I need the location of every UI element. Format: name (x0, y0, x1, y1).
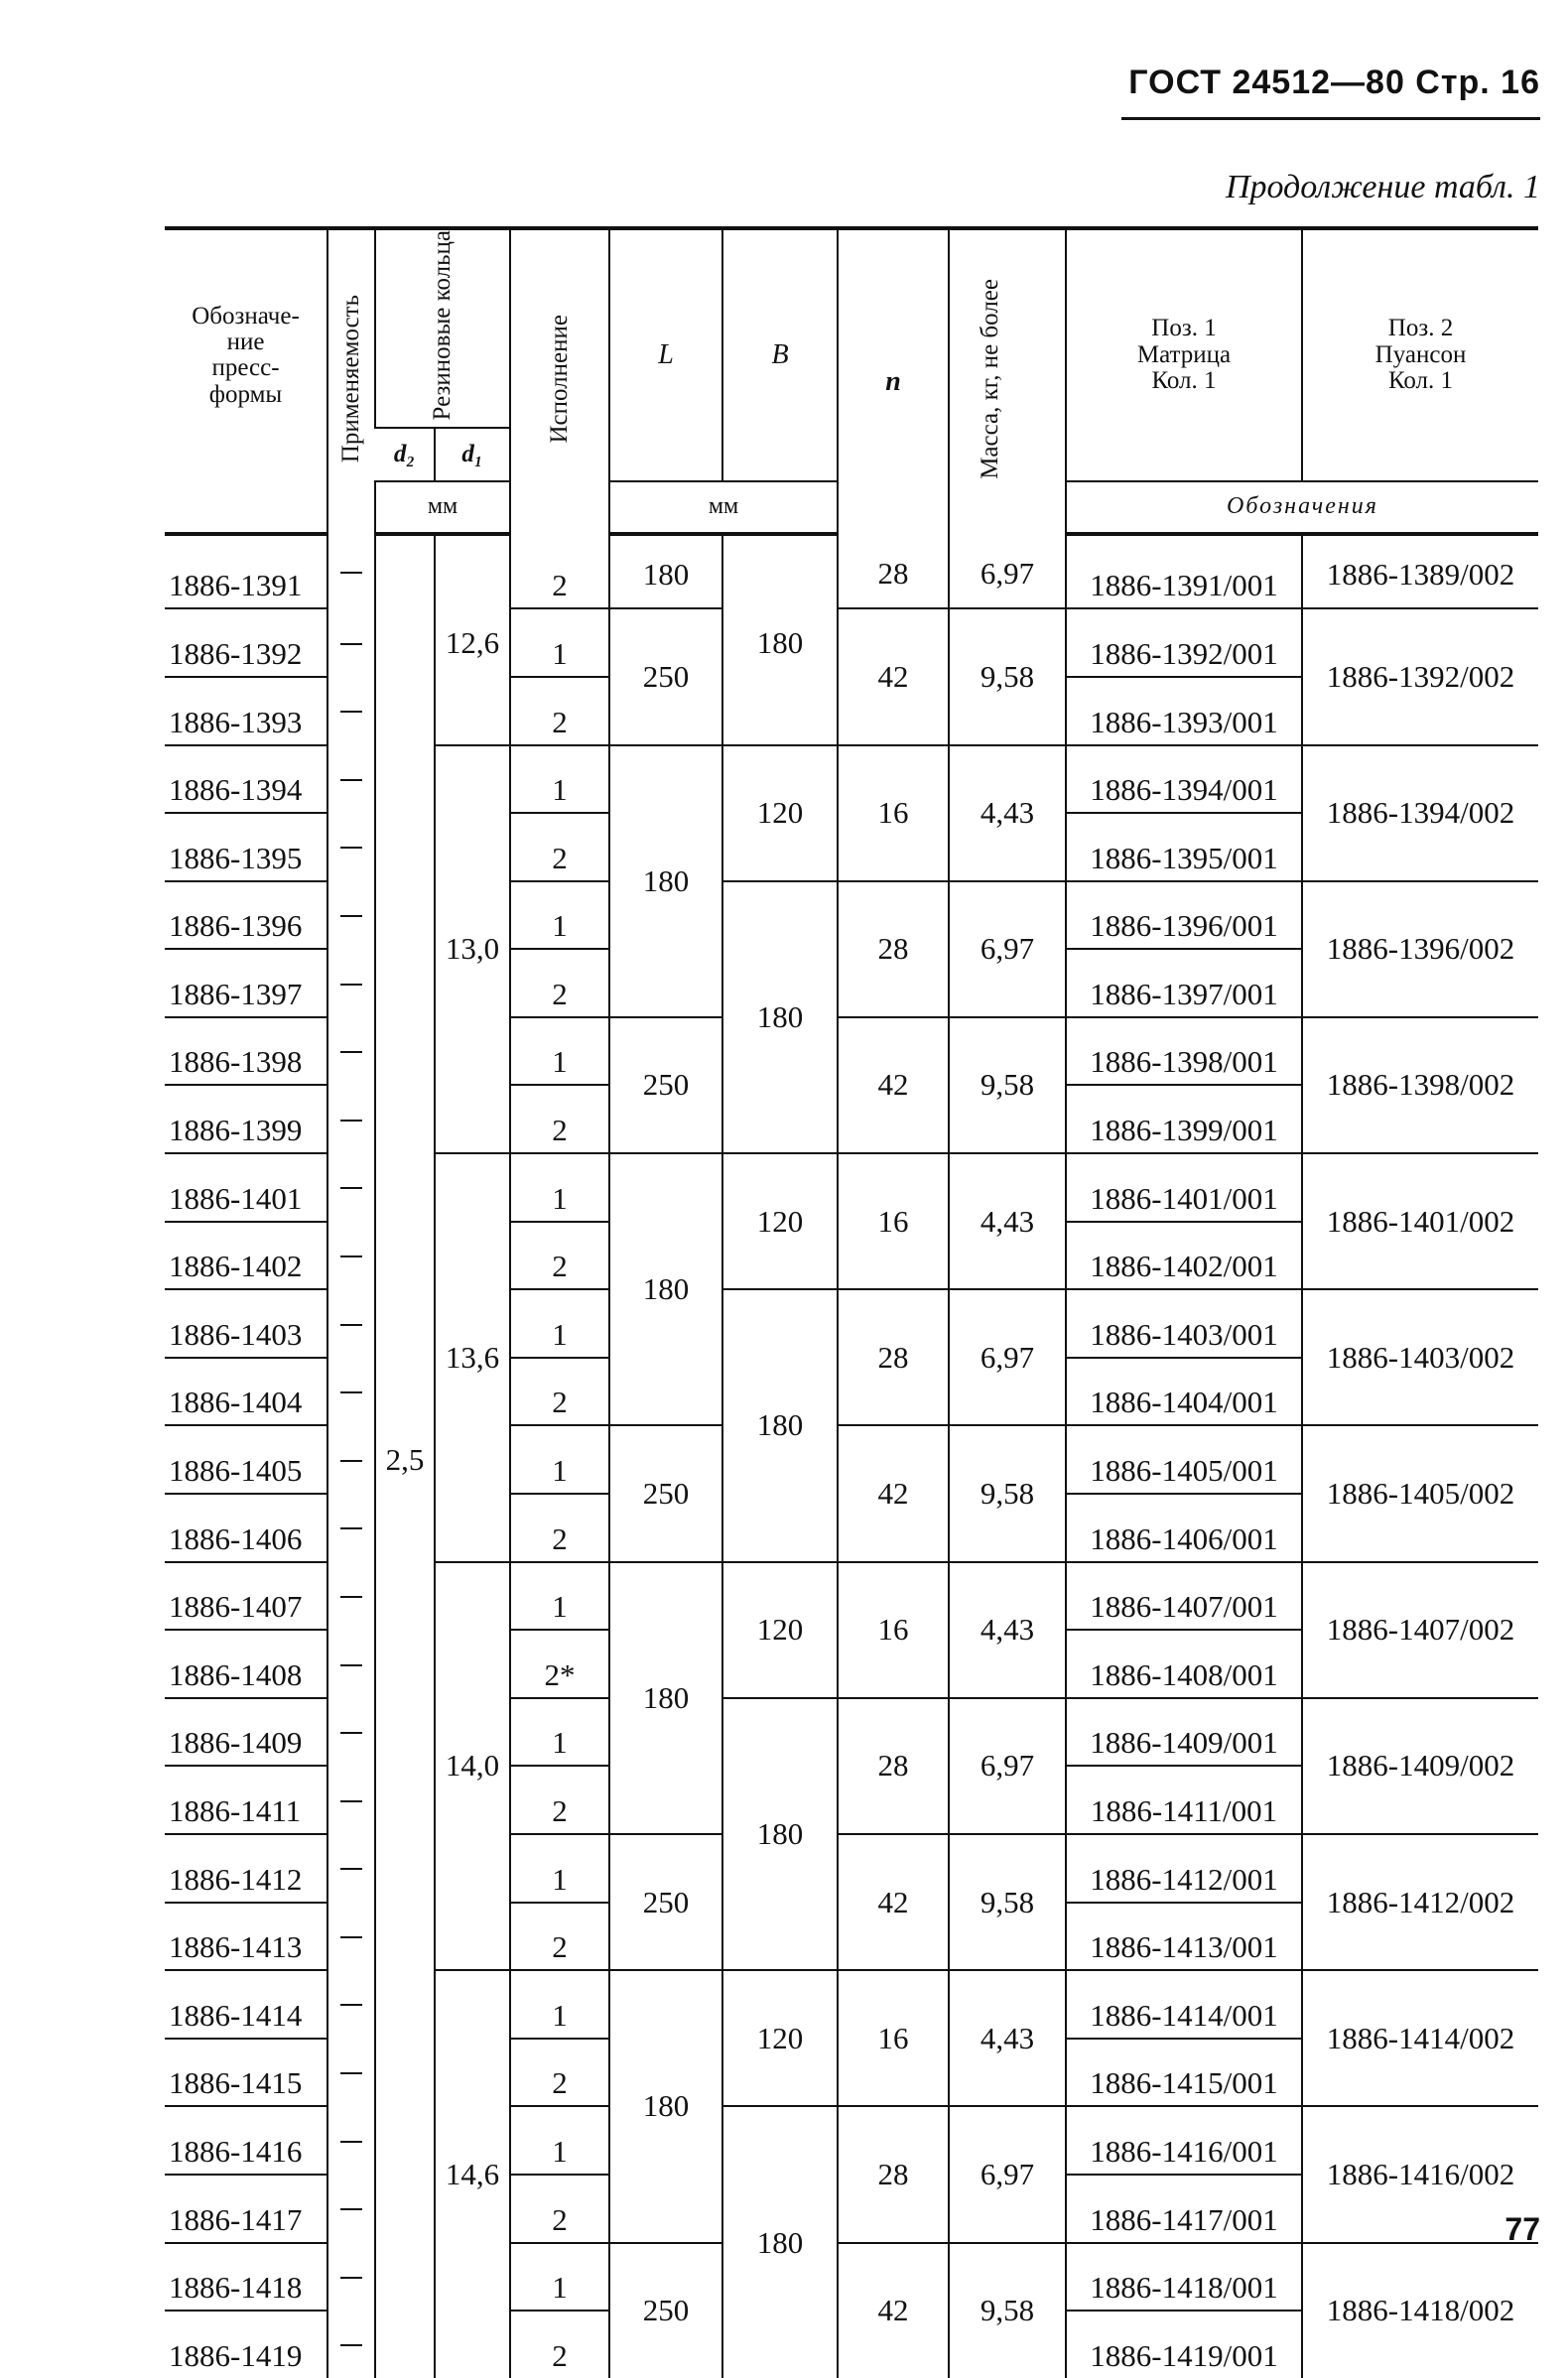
applicability-cell (327, 1153, 375, 1222)
table-row (165, 1970, 1538, 2039)
designation-cell: 1886-1401 (165, 1153, 327, 1222)
mass-cell: 6,97 (949, 534, 1066, 609)
pos1-cell: 1886-1403/001 (1066, 1289, 1302, 1358)
applicability-cell (327, 2039, 375, 2107)
L-cell: 250 (609, 1017, 722, 1153)
variant-cell: 2 (510, 1903, 609, 1971)
pos1-cell: 1886-1412/001 (1066, 1834, 1302, 1903)
mass-cell: 6,97 (949, 1698, 1066, 1834)
table-row (165, 1834, 1538, 1903)
d1-cell: 12,6 (435, 534, 510, 745)
L-cell: 180 (609, 1970, 722, 2242)
table-row (165, 1698, 1538, 1767)
d1-cell: 14,0 (435, 1562, 510, 1971)
pos1-cell: 1886-1392/001 (1066, 608, 1302, 677)
designation-cell: 1886-1392 (165, 608, 327, 677)
table-row (165, 1289, 1538, 1358)
designation-cell: 1886-1419 (169, 2337, 303, 2373)
designation-cell: 1886-1405 (165, 1425, 327, 1494)
variant-cell: 1 (510, 608, 609, 677)
pos1-cell: 1886-1405/001 (1066, 1425, 1302, 1494)
col-B: B (722, 228, 838, 481)
variant-cell: 1 (510, 745, 609, 814)
designations-label: Обозначения (1066, 481, 1538, 534)
pos2-cell: 1886-1392/002 (1302, 608, 1538, 744)
mass-cell: 9,58 (949, 608, 1066, 744)
B-cell: 120 (722, 745, 838, 881)
applicability-cell (327, 1222, 375, 1290)
variant-cell: 2 (510, 2175, 609, 2243)
variant-cell: 2 (510, 1494, 609, 1562)
B-cell: 180 (722, 2106, 838, 2377)
mass-cell: 6,97 (949, 2106, 1066, 2242)
applicability-cell (327, 813, 375, 881)
pos1-cell: 1886-1408/001 (1066, 1630, 1302, 1698)
applicability-cell (327, 677, 375, 745)
variant-cell: 1 (510, 1834, 609, 1903)
pos1-cell: 1886-1414/001 (1066, 1970, 1302, 2039)
mass-cell: 9,58 (949, 1834, 1066, 1970)
applicability-cell (327, 1085, 375, 1153)
variant-cell: 1 (510, 1562, 609, 1631)
B-cell: 180 (722, 881, 838, 1153)
variant-cell: 1 (510, 1970, 609, 2039)
pos1-cell: 1886-1418/001 (1066, 2243, 1302, 2312)
n-cell: 28 (838, 1698, 949, 1834)
d1-cell: 13,0 (435, 745, 510, 1154)
designation-cell: 1886-1395 (165, 813, 327, 881)
variant-cell: 2 (510, 2311, 609, 2378)
applicability-cell (327, 1494, 375, 1562)
pos1-cell: 1886-1411/001 (1066, 1766, 1302, 1834)
document-header: ГОСТ 24512—80 Стр. 16 (1128, 64, 1540, 101)
n-cell: 42 (838, 1017, 949, 1153)
designation-cell: 1886-1411 (165, 1766, 327, 1834)
mass-cell: 6,97 (949, 881, 1066, 1017)
col-variant: Исполнение (510, 228, 609, 534)
col-d2: d₂ (375, 428, 435, 481)
mass-cell: 4,43 (949, 745, 1066, 881)
L-cell: 250 (609, 1425, 722, 1561)
designation-cell: 1886-1391 (165, 534, 327, 609)
variant-cell: 2 (510, 677, 609, 745)
pos2-cell: 1886-1394/002 (1302, 745, 1538, 881)
pos2-cell: 1886-1405/002 (1302, 1425, 1538, 1561)
pos1-cell: 1886-1399/001 (1066, 1085, 1302, 1153)
table-row (165, 2106, 1538, 2175)
applicability-cell (327, 1017, 375, 1086)
n-cell: 28 (838, 881, 949, 1017)
d1-cell: 14,6 (435, 1970, 510, 2378)
applicability-cell (327, 2106, 375, 2175)
pos1-cell: 1886-1398/001 (1066, 1017, 1302, 1086)
pos1-cell: 1886-1406/001 (1066, 1494, 1302, 1562)
designation-cell: 1886-1393 (165, 677, 327, 745)
pos1-cell: 1886-1402/001 (1066, 1222, 1302, 1290)
B-cell: 120 (722, 1153, 838, 1289)
variant-cell: 1 (510, 1153, 609, 1222)
variant-cell: 2 (510, 534, 609, 609)
designation-cell: 1886-1407 (165, 1562, 327, 1631)
d1-cell: 13,6 (435, 1153, 510, 1562)
pos2-cell: 1886-1407/002 (1302, 1562, 1538, 1698)
n-cell: 28 (838, 534, 949, 609)
pos1-cell: 1886-1407/001 (1066, 1562, 1302, 1631)
variant-cell: 2 (510, 1358, 609, 1426)
variant-cell: 1 (510, 1698, 609, 1767)
n-cell: 42 (838, 2243, 949, 2378)
L-cell: 250 (609, 1834, 722, 1970)
B-cell: 180 (722, 1698, 838, 1970)
pos2-cell: 1886-1398/002 (1302, 1017, 1538, 1153)
pos1-cell: 1886-1415/001 (1066, 2039, 1302, 2107)
col-designation-units (165, 481, 327, 534)
pos1-cell: 1886-1393/001 (1066, 677, 1302, 745)
applicability-cell (327, 1698, 375, 1767)
pos2-cell: 1886-1409/002 (1302, 1698, 1538, 1834)
variant-cell: 2 (510, 813, 609, 881)
table-row (165, 1425, 1538, 1494)
applicability-cell (327, 2311, 375, 2378)
applicability-cell (327, 1630, 375, 1698)
B-cell: 120 (722, 1562, 838, 1698)
n-cell: 42 (838, 1834, 949, 1970)
designation-cell: 1886-1414 (165, 1970, 327, 2039)
designation-cell: 1886-1408 (165, 1630, 327, 1698)
designation-cell: 1886-1397 (165, 949, 327, 1017)
pos1-cell: 1886-1394/001 (1066, 745, 1302, 814)
L-cell: 250 (609, 2243, 722, 2378)
n-cell: 16 (838, 1970, 949, 2106)
pos2-cell: 1886-1416/002 (1302, 2106, 1538, 2242)
variant-cell: 2 (510, 1766, 609, 1834)
L-cell: 250 (609, 608, 722, 744)
variant-cell: 2 (510, 949, 609, 1017)
col-n: n (838, 228, 949, 534)
table-row (165, 534, 1538, 609)
variant-cell: 2 (510, 2039, 609, 2107)
designation-cell: 1886-1406 (165, 1494, 327, 1562)
mass-cell: 6,97 (949, 1289, 1066, 1425)
applicability-cell (327, 1970, 375, 2039)
applicability-cell (327, 2175, 375, 2243)
L-cell: 180 (609, 1562, 722, 1834)
L-cell: 180 (609, 745, 722, 1017)
variant-cell: 1 (510, 1289, 609, 1358)
pos1-cell: 1886-1404/001 (1066, 1358, 1302, 1426)
col-designation: Обозначе- ние пресс- формы (165, 228, 327, 481)
units-mm-rings: мм (375, 481, 510, 534)
pos1-cell: 1886-1391/001 (1066, 534, 1302, 609)
applicability-cell (327, 1358, 375, 1426)
table-row (165, 608, 1538, 677)
pos1-cell: 1886-1413/001 (1066, 1903, 1302, 1971)
B-cell: 180 (722, 534, 838, 745)
col-pos1: Поз. 1 Матрица Кол. 1 (1066, 228, 1302, 481)
n-cell: 28 (838, 2106, 949, 2242)
n-cell: 16 (838, 745, 949, 881)
applicability-cell (327, 1903, 375, 1971)
col-mass: Масса, кг, не более (949, 228, 1066, 534)
mass-cell: 9,58 (949, 1017, 1066, 1153)
applicability-cell (327, 534, 375, 609)
table-body (165, 534, 1538, 2378)
designation-cell: 1886-1399 (165, 1085, 327, 1153)
designation-cell: 1886-1416 (165, 2106, 327, 2175)
pos1-cell: 1886-1419/001 (1066, 2311, 1302, 2378)
units-mm-dimensions: мм (609, 481, 838, 534)
applicability-cell (327, 608, 375, 677)
pos2-cell: 1886-1418/002 (1302, 2243, 1538, 2378)
applicability-cell (327, 1834, 375, 1903)
applicability-cell (327, 881, 375, 950)
pos2-cell: 1886-1389/002 (1302, 534, 1538, 609)
n-cell: 42 (838, 608, 949, 744)
page-number: 77 (1504, 2211, 1540, 2247)
B-cell: 180 (722, 1289, 838, 1561)
col-rubber-rings: Резиновые кольца (375, 228, 510, 428)
spec-table (165, 226, 1538, 2378)
variant-cell: 1 (510, 881, 609, 950)
header-rule (1121, 117, 1540, 120)
col-L: L (609, 228, 722, 481)
n-cell: 28 (838, 1289, 949, 1425)
designation-cell: 1886-1413 (165, 1903, 327, 1971)
col-d1: d₁ (435, 428, 510, 481)
variant-cell: 1 (510, 2106, 609, 2175)
col-pos2: Поз. 2 Пуансон Кол. 1 (1302, 228, 1538, 481)
designation-cell: 1886-1409 (165, 1698, 327, 1767)
pos1-cell: 1886-1409/001 (1066, 1698, 1302, 1767)
variant-cell: 2 (510, 1222, 609, 1290)
table-row (165, 881, 1538, 950)
pos1-cell: 1886-1397/001 (1066, 949, 1302, 1017)
pos1-cell: 1886-1401/001 (1066, 1153, 1302, 1222)
pos2-cell: 1886-1414/002 (1302, 1970, 1538, 2106)
col-applicability: Применяемость (327, 228, 375, 534)
n-cell: 16 (838, 1153, 949, 1289)
designation-cell: 1886-1398 (165, 1017, 327, 1086)
table-row (165, 2243, 1538, 2312)
table-row (165, 745, 1538, 814)
pos1-cell: 1886-1417/001 (1066, 2175, 1302, 2243)
mass-cell: 4,43 (949, 1970, 1066, 2106)
applicability-cell (327, 1289, 375, 1358)
mass-cell: 9,58 (949, 1425, 1066, 1561)
pos1-cell: 1886-1416/001 (1066, 2106, 1302, 2175)
pos2-cell: 1886-1396/002 (1302, 881, 1538, 1017)
variant-cell: 2* (510, 1630, 609, 1698)
table-row (165, 1562, 1538, 1631)
variant-cell: 1 (510, 1425, 609, 1494)
pos1-cell: 1886-1395/001 (1066, 813, 1302, 881)
pos2-cell: 1886-1401/002 (1302, 1153, 1538, 1289)
applicability-cell (327, 949, 375, 1017)
applicability-cell (327, 745, 375, 814)
variant-cell: 2 (510, 1085, 609, 1153)
designation-cell: 1886-1403 (165, 1289, 327, 1358)
L-cell: 180 (609, 1153, 722, 1425)
designation-cell: 1886-1418 (165, 2243, 327, 2312)
table-row (165, 1017, 1538, 1086)
d2-cell: 2,5 (375, 534, 435, 2378)
applicability-cell (327, 1562, 375, 1631)
B-cell: 120 (722, 1970, 838, 2106)
designation-cell: 1886-1396 (165, 881, 327, 950)
n-cell: 16 (838, 1562, 949, 1698)
table-continuation-note: Продолжение табл. 1 (1225, 169, 1540, 205)
pos2-cell: 1886-1412/002 (1302, 1834, 1538, 1970)
applicability-cell (327, 1425, 375, 1494)
designation-cell: 1886-1417 (165, 2175, 327, 2243)
mass-cell: 4,43 (949, 1562, 1066, 1698)
variant-cell: 1 (510, 2243, 609, 2312)
pos2-cell: 1886-1403/002 (1302, 1289, 1538, 1425)
variant-cell: 1 (510, 1017, 609, 1086)
designation-cell: 1886-1394 (165, 745, 327, 814)
table-row (165, 1153, 1538, 1222)
applicability-cell (327, 1766, 375, 1834)
designation-cell: 1886-1404 (165, 1358, 327, 1426)
n-cell: 42 (838, 1425, 949, 1561)
designation-cell: 1886-1412 (165, 1834, 327, 1903)
mass-cell: 4,43 (949, 1153, 1066, 1289)
L-cell: 180 (609, 534, 722, 609)
mass-cell: 9,58 (949, 2243, 1066, 2378)
pos1-cell: 1886-1396/001 (1066, 881, 1302, 950)
applicability-cell (327, 2243, 375, 2312)
designation-cell: 1886-1402 (165, 1222, 327, 1290)
designation-cell: 1886-1415 (165, 2039, 327, 2107)
